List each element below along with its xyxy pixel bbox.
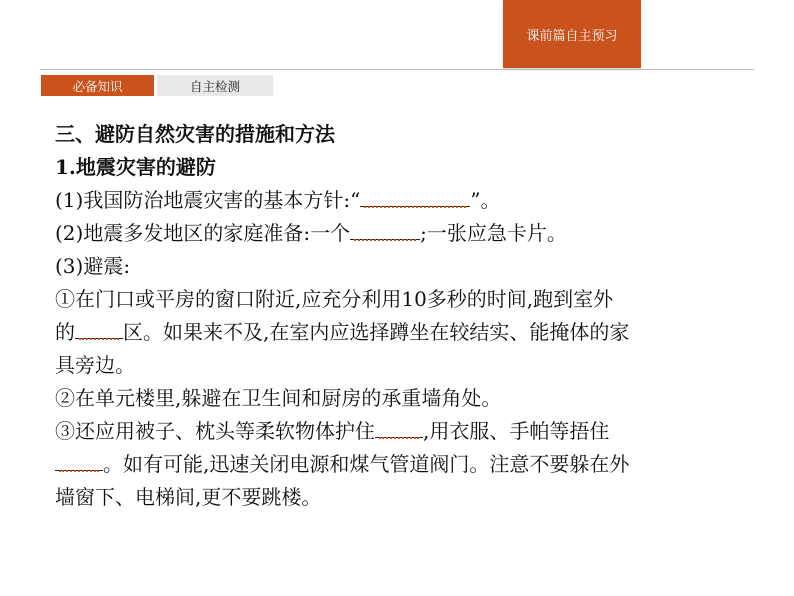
paragraph-6-line-3: 墙窗下、电梯间,更不要跳楼。 (55, 485, 322, 509)
tab-essential-knowledge[interactable]: 必备知识 (41, 75, 154, 96)
tab-self-check[interactable]: 自主检测 (157, 75, 273, 96)
text: (2)地震多发地区的家庭准备:一个 (55, 221, 351, 245)
paragraph-6-line-1 (55, 415, 755, 448)
paragraph-2 (55, 217, 755, 250)
answer-blank (55, 452, 103, 471)
section-heading: 三、避防自然灾害的措施和方法 (55, 122, 335, 146)
text: 的 (55, 320, 75, 344)
paragraph-4-line-2 (55, 316, 755, 349)
subsection-heading: 1.地震灾害的避防 (55, 155, 216, 179)
paragraph-4-line-3: 具旁边。 (55, 353, 135, 377)
text: ;一张应急卡片。 (420, 221, 567, 245)
text: 。如有可能,迅速关闭电源和煤气管道阀门。注意不要躲在外 (103, 452, 630, 476)
text: ③还应用被子、枕头等柔软物体护住 (55, 419, 375, 443)
header-divider (40, 69, 754, 70)
answer-blank (350, 221, 420, 240)
paragraph-1 (55, 184, 755, 217)
section-tab: 课前篇自主预习 (503, 0, 641, 68)
answer-blank (75, 320, 123, 339)
tab-bar (41, 75, 276, 96)
content-body (55, 118, 755, 514)
text: (1)我国防治地震灾害的基本方针:“ (55, 188, 361, 212)
paragraph-3: (3)避震: (55, 254, 131, 278)
paragraph-6-line-2 (55, 448, 755, 481)
text: ,用衣服、手帕等捂住 (423, 419, 610, 443)
answer-blank (360, 188, 470, 207)
text: 区。如果来不及,在室内应选择蹲坐在较结实、能掩体的家 (123, 320, 630, 344)
text: ”。 (470, 188, 501, 212)
paragraph-5: ②在单元楼里,躲避在卫生间和厨房的承重墙角处。 (55, 386, 502, 410)
paragraph-4-line-1: ①在门口或平房的窗口附近,应充分利用10多秒的时间,跑到室外 (55, 287, 614, 311)
answer-blank (375, 419, 423, 438)
